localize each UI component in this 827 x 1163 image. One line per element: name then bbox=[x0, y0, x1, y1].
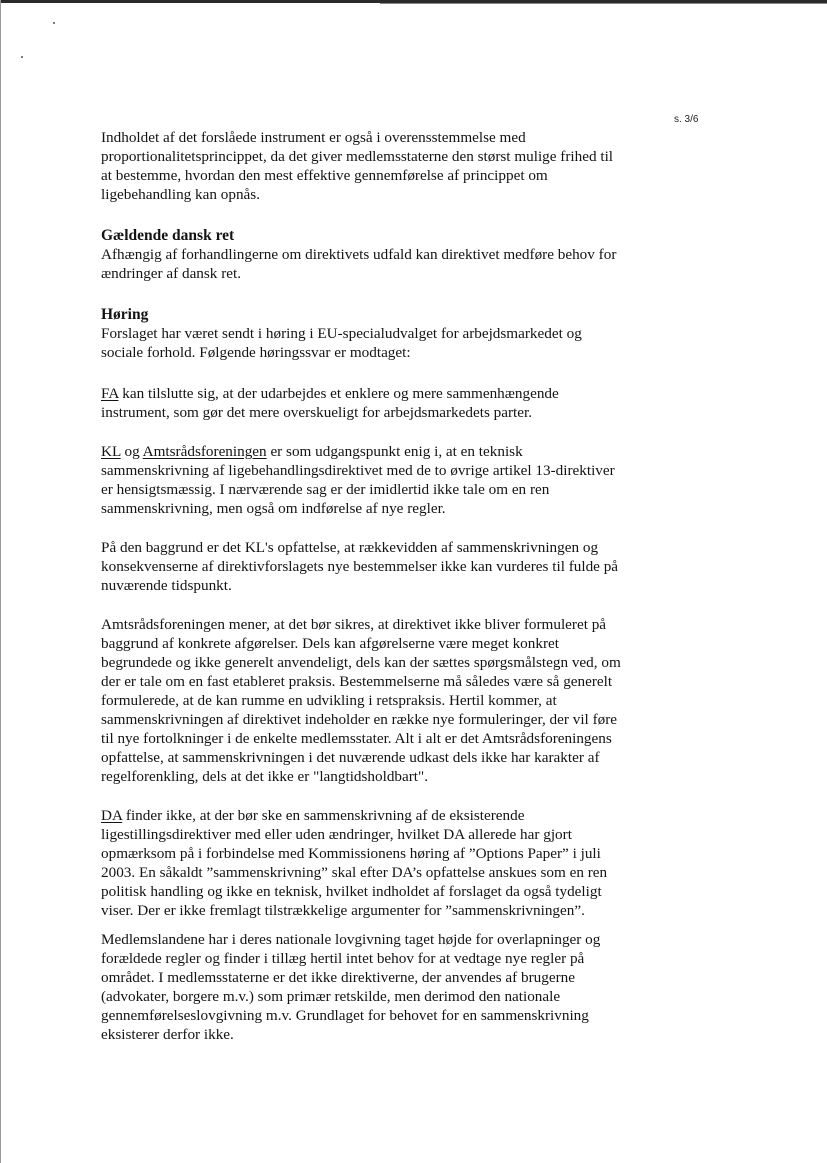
section-current-danish-law bbox=[101, 226, 621, 283]
scan-speck bbox=[53, 22, 55, 24]
response-text: er som udgangspunkt enig i, at en teknisk sammenskrivning af ligebehandlingsdirektivet med de to øvrige artikel 13-direktiver er hensigtsmæssig. I nærværende sag er der imidlertid ikke tale om en ren sammenskrivning, men også om indførelse af nye regler. bbox=[101, 443, 615, 517]
scan-speck bbox=[21, 56, 23, 58]
section-heading: Gældende dansk ret bbox=[101, 227, 235, 244]
response-amtsraad-view: Amtsrådsforeningen mener, at det bør sikres, at direktivet ikke bliver formuleret på baggrund af konkrete afgørelser. Dels kan afgørelserne være meget konkret begrundede og ikke generelt anvendeligt, dels kan der sættes spørgsmålstegn ved, om der er tale om en fast etableret praksis. Bestemmelserne må således være så generelt formulerede, at de kan rumme en udvikling i retspraksis. Hertil kommer, at sammenskrivningen af direktivet indeholder en række nye formuleringer, der vil føre til nye fortolkninger i de enkelte medlemsstater. Alt i alt er det Amtsrådsforeningens opfattelse, at sammenskrivningen i det nuværende udkast dels ikke har karakter af regelforenkling, dels at det ikke er "langtidsholdbart". bbox=[101, 616, 621, 785]
response-text: finder ikke, at der bør ske en sammenskrivning af de eksisterende ligestillingsdirektiver med eller uden ændringer, hvilket DA allerede har gjort opmærksom på i forbindelse med Kommissionens høring af ”Options Paper” i juli 2003. En såkaldt ”sammenskrivning” skal efter DA’s opfattelse anskues som en ren politisk handling og ikke en teknisk, hvilket indholdet af forslaget da også tydeligt viser. Der er ikke fremlagt tilstrækkelige argumenter for ”sammenskrivningen”. bbox=[101, 807, 608, 919]
intro-paragraph: Indholdet af det forslåede instrument er også i overensstemmelse med proportionalitetsprincippet, da det giver medlemsstaterne den størst mulige frihed til at bestemme, hvordan den mest effektive gennemførelse af princippet om ligebehandling kan opnås. bbox=[101, 129, 614, 203]
section-hearing bbox=[101, 305, 621, 362]
scan-edge-left bbox=[0, 0, 1, 1163]
response-kl-amtsraad bbox=[101, 442, 621, 518]
section-text: Forslaget har været sendt i høring i EU-specialudvalget for arbejdsmarkedet og sociale forhold. Følgende høringssvar er modtaget: bbox=[101, 325, 582, 361]
response-kl-view: På den baggrund er det KL's opfattelse, at rækkevidden af sammenskrivningen og konsekvenserne af direktivforslagets nye bestemmelser ikke kan vurderes til fulde på nuværende tidspunkt. bbox=[101, 539, 619, 594]
org-name-da: DA bbox=[101, 807, 123, 824]
scan-edge-top-fade bbox=[380, 3, 827, 4]
page-number: s. 3/6 bbox=[674, 114, 699, 125]
response-fa bbox=[101, 384, 621, 422]
org-name-kl: KL bbox=[101, 443, 121, 460]
response-text: kan tilslutte sig, at der udarbejdes et enklere og mere sammenhængende instrument, som gør det mere overskueligt for arbejdsmarkedets parter. bbox=[101, 385, 559, 421]
section-text: Afhængig af forhandlingerne om direktivets udfald kan direktivet medføre behov for ændringer af dansk ret. bbox=[101, 246, 617, 282]
org-name-amtsraadsforeningen: Amtsrådsforeningen bbox=[142, 443, 267, 460]
document-body bbox=[101, 128, 621, 1064]
connector-text: og bbox=[120, 443, 143, 460]
response-member-states: Medlemslandene har i deres nationale lovgivning taget højde for overlapninger og forældede regler og finder i tillæg hertil intet behov for at vedtage nye regler på området. I medlemsstaterne er det ikke direktiverne, der anvendes af brugerne (advokater, borgere m.v.) som primær retskilde, men derimod den nationale gennemførelseslovgivning m.v. Grundlaget for behovet for en sammenskrivning eksisterer derfor ikke. bbox=[101, 931, 601, 1043]
section-heading: Høring bbox=[101, 306, 149, 323]
response-da bbox=[101, 806, 621, 920]
org-name-fa: FA bbox=[101, 385, 119, 402]
